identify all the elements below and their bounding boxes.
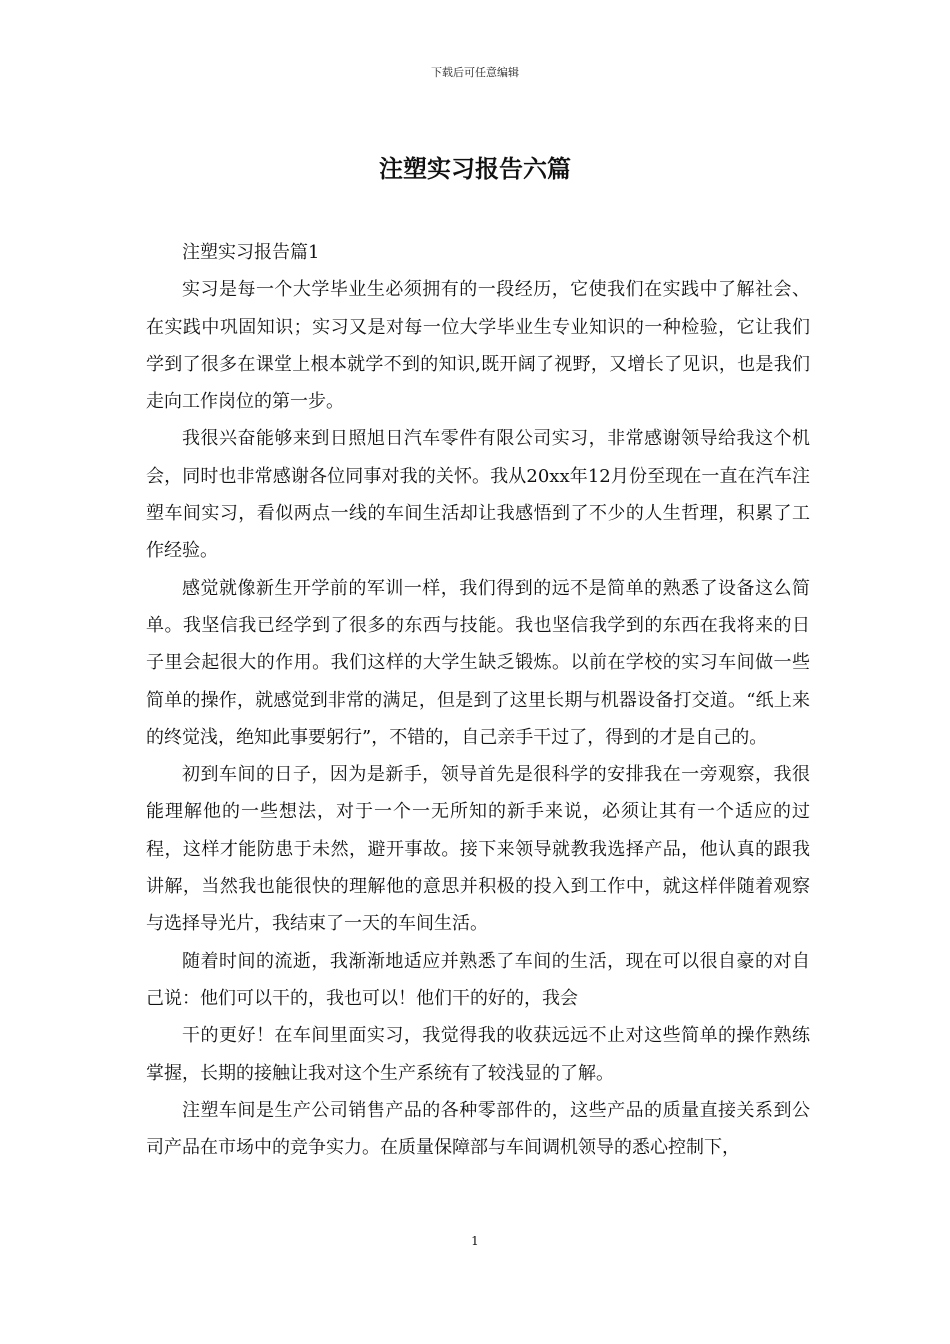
paragraph-6: 干的更好！在车间里面实习，我觉得我的收获远远不止对这些简单的操作熟练掌握，长期的接触让我对这个生产系统有了较浅显的了解。 xyxy=(146,1025,810,1084)
paragraph-1: 实习是每一个大学毕业生必须拥有的一段经历，它使我们在实践中了解社会、在实践中巩固知识；实习又是对每一位大学毕业生专业知识的一种检验，它让我们学到了很多在课堂上根本就学不到的知识,既开阔了视野，又增长了见识，也是我们走向工作岗位的第一步。 xyxy=(146,279,810,413)
section-heading: 注塑实习报告篇1 xyxy=(182,242,320,263)
page-number: 1 xyxy=(471,1234,479,1248)
paragraph-3: 感觉就像新生开学前的军训一样，我们得到的远不是简单的熟悉了设备这么简单。我坚信我已经学到了很多的东西与技能。我也坚信我学到的东西在我将来的日子里会起很大的作用。我们这样的大学生缺乏锻炼。以前在学校的实习车间做一些简单的操作，就感觉到非常的满足，但是到了这里长期与机器设备打交道。“纸上来的终觉浅，绝知此事要躬行”，不错的，自己亲手干过了，得到的才是自己的。 xyxy=(146,577,810,748)
paragraph-5: 随着时间的流逝，我渐渐地适应并熟悉了车间的生活，现在可以很自豪的对自己说：他们可以干的，我也可以！他们干的好的，我会 xyxy=(146,950,810,1009)
document-title: 注塑实习报告六篇 xyxy=(379,154,571,183)
paragraph-4: 初到车间的日子，因为是新手，领导首先是很科学的安排我在一旁观察，我很能理解他的一些想法，对于一个一无所知的新手来说，必须让其有一个适应的过程，这样才能防患于未然，避开事故。接下来领导就教我选择产品，他认真的跟我讲解，当然我也能很快的理解他的意思并积极的投入到工作中，就这样伴随着观察与选择导光片，我结束了一天的车间生活。 xyxy=(146,764,810,935)
document-body xyxy=(146,234,810,1166)
paragraph-7: 注塑车间是生产公司销售产品的各种零部件的，这些产品的质量直接关系到公司产品在市场中的竞争实力。在质量保障部与车间调机领导的悉心控制下， xyxy=(146,1099,810,1159)
header-note: 下载后可任意编辑 xyxy=(431,66,519,79)
paragraph-2: 我很兴奋能够来到日照旭日汽车零件有限公司实习，非常感谢领导给我这个机会，同时也非常感谢各位同事对我的关怀。我从20xx年12月份至现在一直在汽车注塑车间实习，看似两点一线的车间生活却让我感悟到了不少的人生哲理，积累了工作经验。 xyxy=(146,428,810,562)
